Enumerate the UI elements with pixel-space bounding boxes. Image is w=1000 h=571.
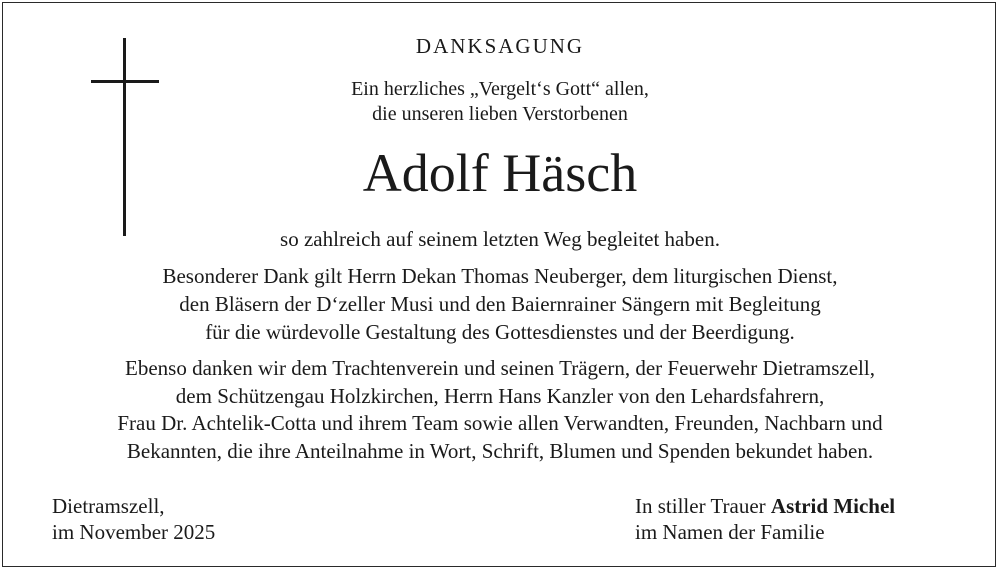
deceased-name: Adolf Häsch bbox=[362, 143, 638, 203]
thanks-line: Ebenso danken wir dem Trachtenverein und seinen Trägern, der Feuerwehr Dietramszell, bbox=[125, 356, 875, 380]
thanks-line: Besonderer Dank gilt Herrn Dekan Thomas Neuberger, dem liturgischen Dienst, bbox=[162, 264, 838, 288]
thanks-line: Bekannten, die ihre Anteilnahme in Wort, Schrift, Blumen und Spenden bekundet haben. bbox=[126, 439, 874, 463]
thanks-line: Frau Dr. Achtelik-Cotta und ihrem Team sowie allen Verwandten, Freunden, Nachbarn und bbox=[117, 411, 883, 435]
date-line: im November 2025 bbox=[52, 520, 216, 544]
intro-line-2: die unseren lieben Verstorbenen bbox=[372, 103, 628, 125]
mourning-line bbox=[635, 496, 895, 517]
family-line: im Namen der Familie bbox=[635, 520, 825, 544]
thanks-line: dem Schützengau Holzkirchen, Herrn Hans Kanzler von den Lehardsfahrern, bbox=[175, 384, 825, 408]
thanks-line: für die würdevolle Gestaltung des Gottesdienstes und der Beerdigung. bbox=[205, 320, 795, 344]
after-name-line: so zahlreich auf seinem letzten Weg begleitet haben. bbox=[280, 227, 720, 251]
mourning-prefix: In stiller Trauer bbox=[635, 494, 771, 518]
cross-icon bbox=[91, 38, 159, 236]
mourner-name: Astrid Michel bbox=[770, 494, 896, 518]
intro-line-1: Ein herzliches „Vergelt‘s Gott“ allen, bbox=[351, 78, 649, 100]
cross-vertical-bar bbox=[123, 38, 126, 236]
place-line: Dietramszell, bbox=[52, 494, 165, 518]
notice-heading: DANKSAGUNG bbox=[415, 34, 585, 58]
thanks-line: den Bläsern der D‘zeller Musi und den Baiernrainer Sängern mit Begleitung bbox=[179, 292, 821, 316]
